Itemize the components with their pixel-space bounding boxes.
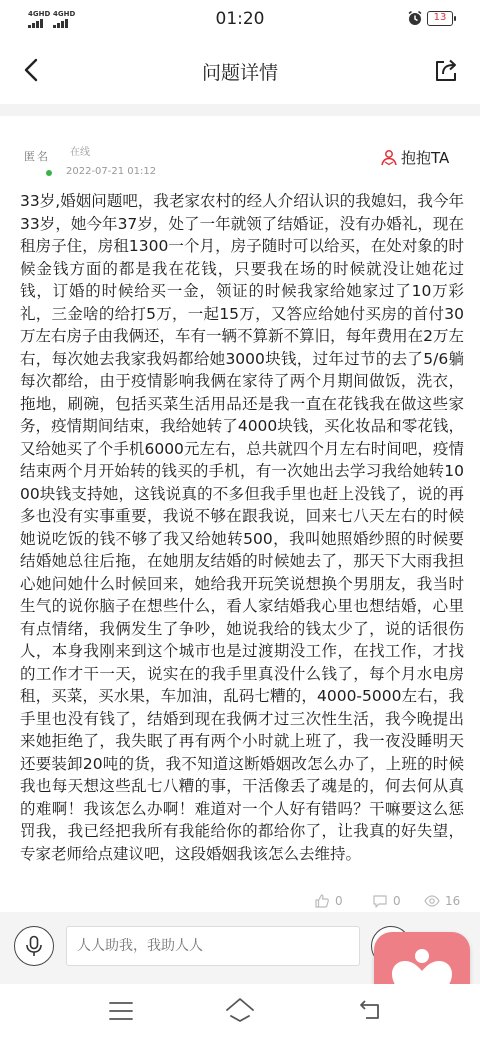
comment-input[interactable] — [66, 926, 360, 966]
share-icon[interactable] — [432, 56, 460, 84]
clock: 01:20 — [215, 9, 265, 29]
like-count: 0 — [335, 894, 343, 908]
post-header — [0, 132, 480, 188]
microphone-icon — [24, 935, 44, 957]
online-indicator — [46, 170, 52, 176]
menu-icon[interactable] — [108, 1000, 134, 1022]
section-divider — [0, 104, 480, 116]
back-icon[interactable] — [356, 998, 384, 1024]
hug-icon — [380, 149, 398, 167]
signal-label: 4GHD — [53, 10, 76, 18]
comment-count: 0 — [393, 894, 401, 908]
signal-label: 4GHD — [28, 10, 51, 18]
navigation-bar — [0, 40, 480, 100]
comment-button[interactable] — [372, 893, 401, 909]
author-name[interactable]: 匿名 — [24, 150, 50, 163]
view-count: 16 — [445, 894, 461, 908]
alarm-icon — [407, 10, 423, 26]
like-icon — [314, 893, 330, 909]
home-icon[interactable] — [224, 996, 256, 1024]
hug-button[interactable] — [380, 147, 449, 168]
view-icon — [424, 893, 440, 909]
view-stat — [424, 893, 460, 909]
post-date: 2022-07-21 01:12 — [66, 166, 157, 177]
battery-indicator: 13 — [427, 11, 453, 26]
online-status: 在线 — [70, 147, 90, 158]
comment-icon — [372, 893, 388, 909]
post-content: 33岁,婚姻问题吧，我老家农村的经人介绍认识的我媳妇，我今年33岁，她今年37岁，处了一年就领了结婚证，没有办婚礼，现在租房子住，房租1300一个月，房子随时可以给买，在处对象的时候金钱方面的都是我在花钱，只要我在场的时候就没让她花过钱，订婚的时候给买一金，领证的时候我家给她家过了10万彩礼，三金啥的给打5万，一起15万，又答应给她付买房的首付30万左右房子由我俩还，车有一辆不算新不算旧，每年费用在2万左右，每次她去我家我妈都给她3000块钱，过年过节的去了5/6躺每次都给，由于疫情影响我俩在家待了两个月期间做饭，洗衣，拖地，刷碗，包括买菜生活用品还是我一直在花钱我在做这些家务，疫情期间结束，我给她转了4000块钱，买化妆品和零花钱，又给她买了个手机6000元左右，总共就四个月左右时间吧，疫情结束两个月开始转的钱买的手机，有一次她出去学习我给她转1000块钱支持她，这钱说真的不多但我手里也赶上没钱了，说的再多也没有实事重要，我说不够在跟我说，回来七八天左右的时候她说吃饭的钱不够了我又给她转500，我叫她照婚纱照的时候要结婚她总往后拖，在她朋友结婚的时候她去了，那天下大雨我担心她问她什么时候回来，她给我开玩笑说想换个男朋友，我当时生气的说你脑子在想些什么，看人家结婚我心里也想结婚，心里有点情绪，我俩发生了争吵，她说我给的钱太少了，说的话很伤人，本身我刚来到这个城市也是过渡期没工作，在找工作，才找的工作才干一天，说实在的我手里真没什么钱了，每个月水电房租，买菜，买水果，车加油，乱码七糟的，4000-5000左右，我手里也没有钱了，结婚到现在我俩才过三次性生活，我今晚提出来她拒绝了，我失眠了再有两个小时就上班了，我一夜没睡明天还要装卸20吨的货，我不知道这断婚姻改怎么办了，上班的时候我也每天想这些乱七八糟的事，干活像丢了魂是的，何去何从真的难啊！我该怎么办啊！难道对一个人好有错吗？干嘛要这么惩罚我，我已经把我所有我能给你的都给你了，让我真的好失望，专家老师给点建议吧，这段婚姻我该怎么去维持。 — [20, 192, 464, 863]
status-bar — [0, 0, 480, 38]
system-navigation-bar — [0, 984, 480, 1040]
page-title: 问题详情 — [201, 62, 278, 84]
hug-label: 抱抱TA — [401, 149, 450, 167]
like-button[interactable] — [314, 893, 343, 909]
voice-input-button[interactable] — [14, 926, 54, 966]
